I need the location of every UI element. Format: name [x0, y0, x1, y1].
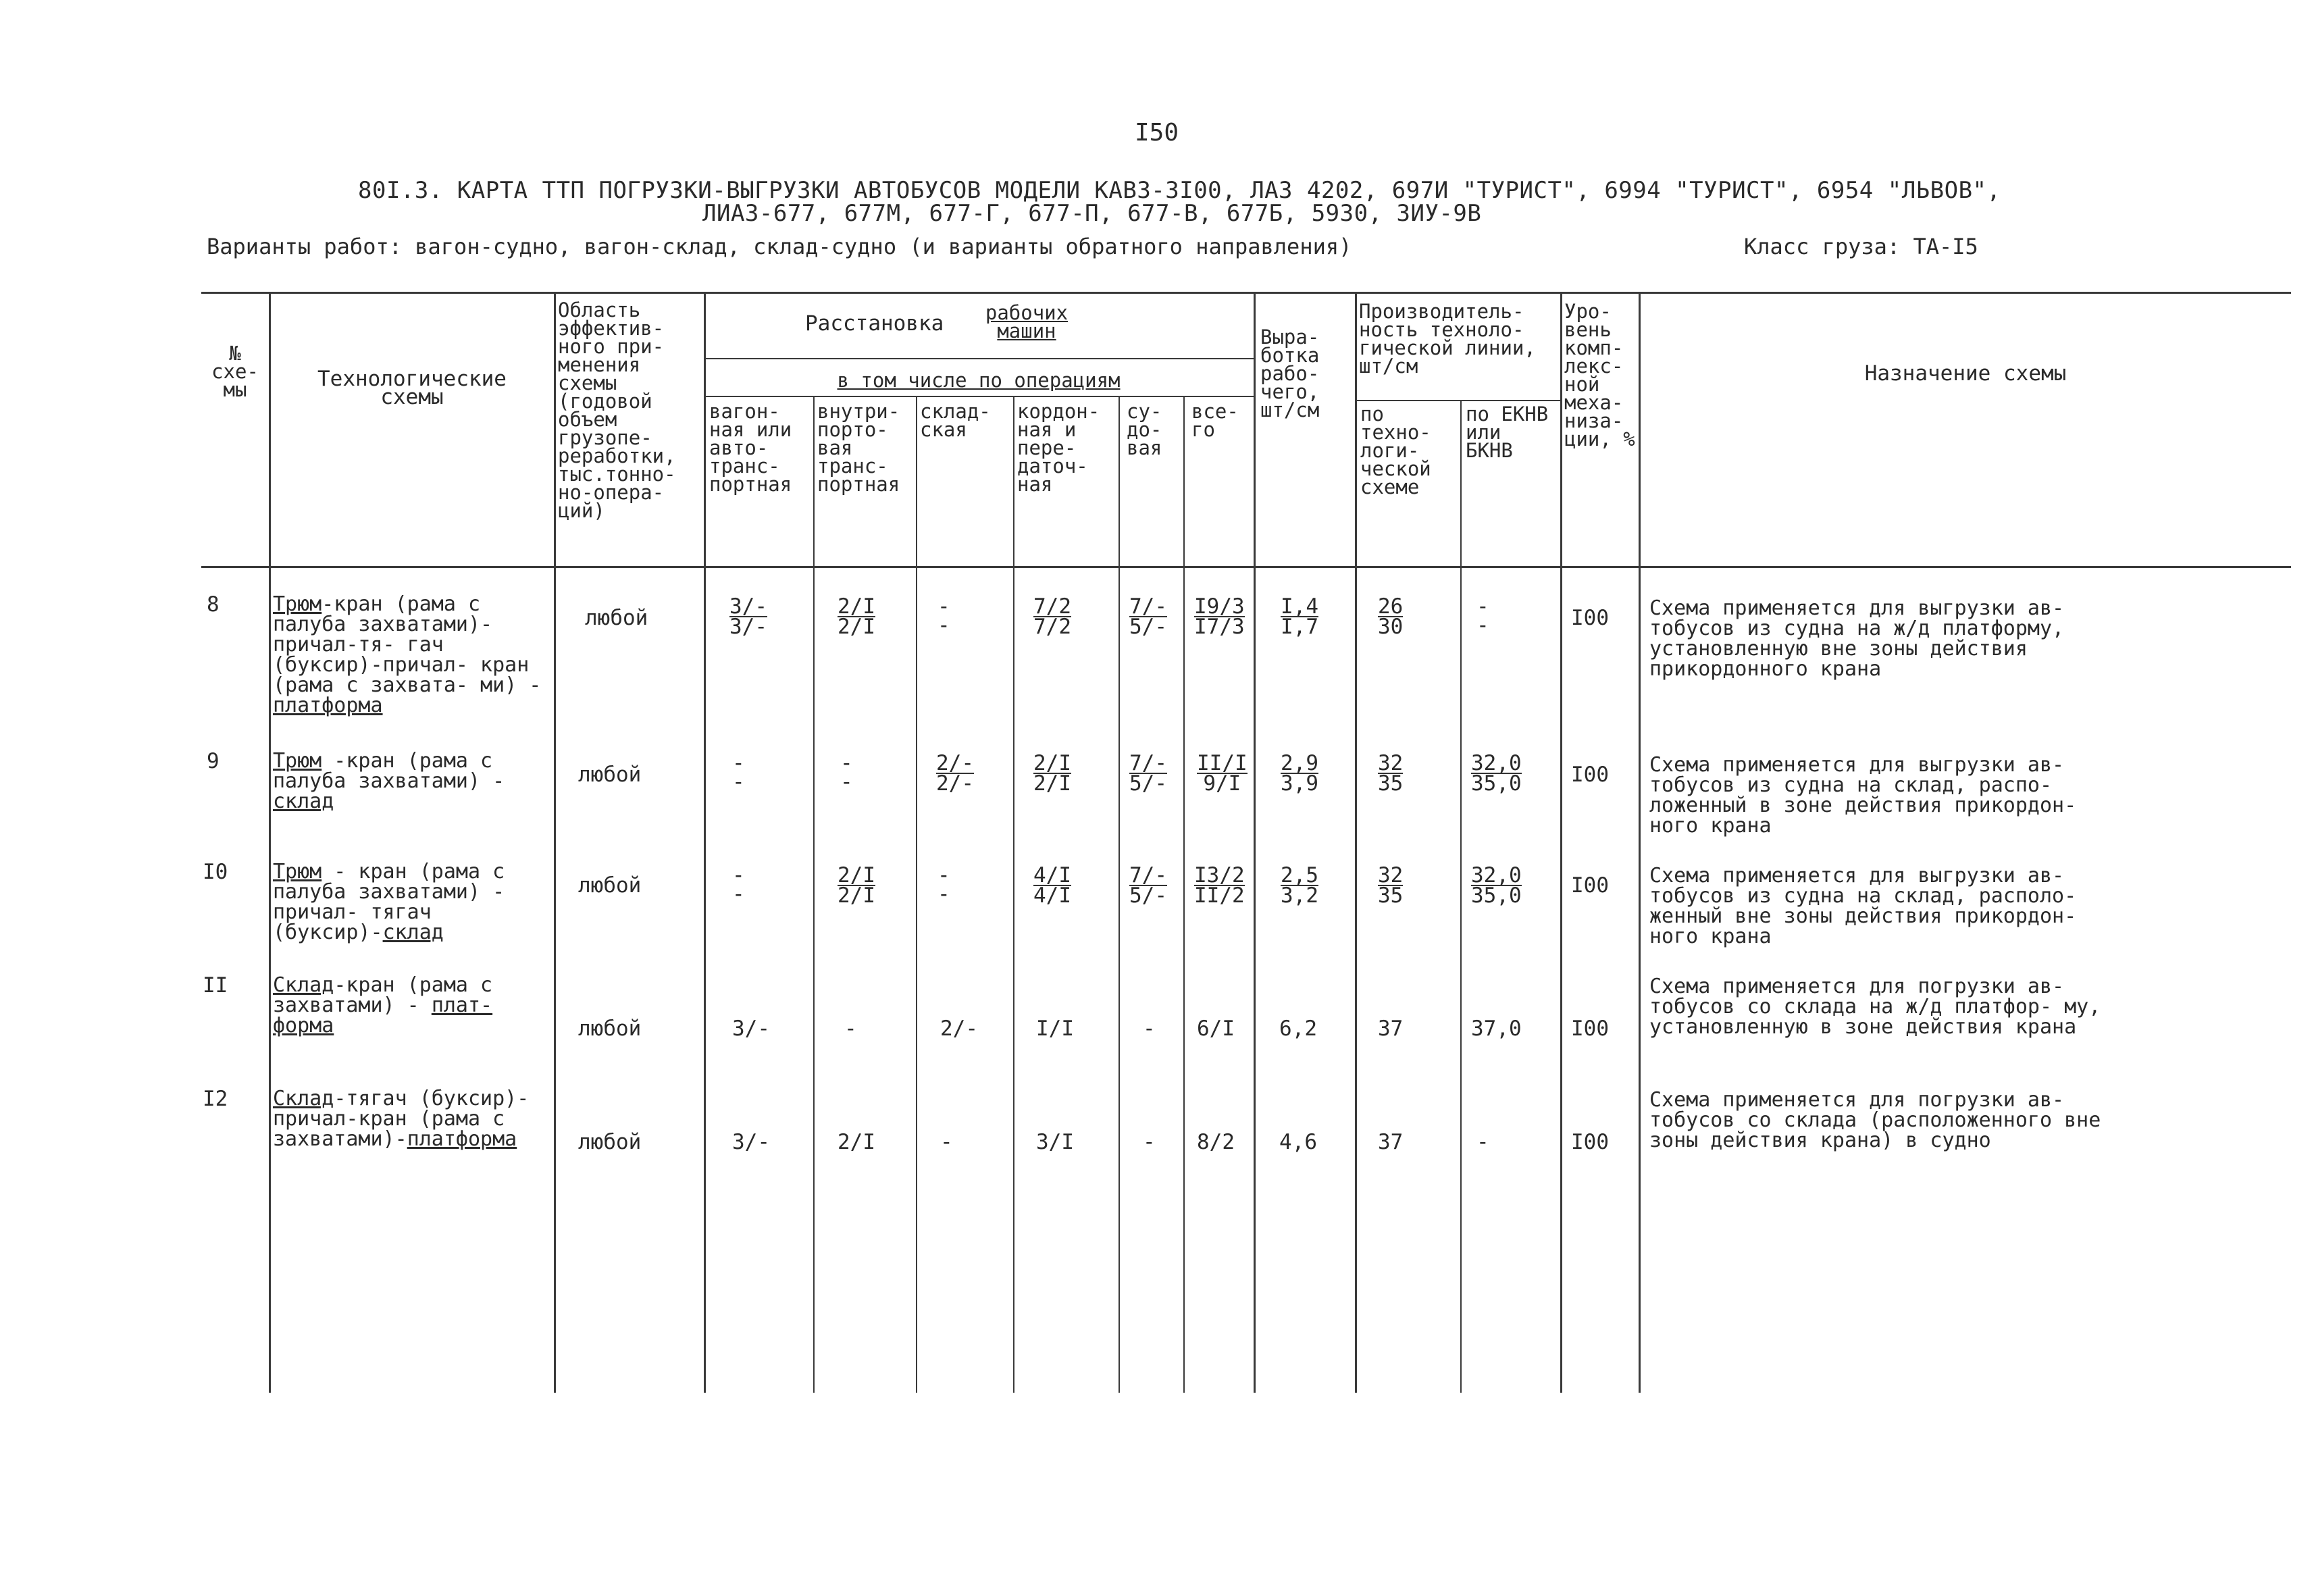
- row-ship: 7/- 5/-: [1129, 594, 1167, 639]
- header-prod-eknv: по ЕКНВ или БКНВ: [1466, 403, 1549, 462]
- row-area: любой: [578, 873, 642, 898]
- header-placement: [805, 311, 944, 336]
- page-number: I50: [1135, 119, 1179, 147]
- header-op-wagon: вагон- ная или авто- транс- портная: [709, 400, 792, 496]
- header-productivity: Производитель- ность техноло- гической линии, шт/см: [1359, 300, 1536, 378]
- row-storage: 2/- 2/-: [936, 751, 974, 796]
- header-placement-sub: [966, 301, 1087, 342]
- row-mech: I00: [1571, 1130, 1609, 1154]
- header-op-quay: кордон- ная и пере- даточ- ная: [1017, 400, 1100, 496]
- row-ship: -: [1143, 1016, 1156, 1041]
- row-storage: 2/-: [940, 1016, 978, 1041]
- row-purpose: Схема применяется для погрузки ав- тобусов со склада (расположенного вне зоны действия крана) в судно: [1649, 1088, 2101, 1152]
- row-prod-eknv: 32,0 35,0: [1471, 751, 1522, 796]
- row-intra: - -: [840, 751, 853, 794]
- cargo-class: Класс груза: ТА-I5: [1744, 234, 1978, 259]
- header-purpose: Назначение схемы: [1864, 361, 2067, 386]
- row-wagon: 3/- 3/-: [729, 594, 767, 639]
- row-wagon: - -: [732, 863, 745, 906]
- row-tech-scheme: Склад-кран (рама с захватами) - плат- форма: [273, 973, 493, 1037]
- row-total: I9/3 I7/3: [1194, 594, 1245, 639]
- row-purpose: Схема применяется для погрузки ав- тобусов со склада на ж/д платфор- му, установленную в зоне действия крана: [1649, 975, 2101, 1039]
- row-intra: 2/I: [838, 1130, 875, 1154]
- row-prod-scheme: 26 30: [1378, 594, 1404, 639]
- header-op-intra: внутри- порто- вая транс- портная: [817, 400, 900, 496]
- row-quay: 3/I: [1036, 1130, 1074, 1154]
- row-tech-scheme: Склад-тягач (буксир)- причал-кран (рама с захватами)-платформа: [273, 1087, 530, 1151]
- header-op-total: все- го: [1191, 400, 1239, 441]
- row-mech: I00: [1571, 1016, 1609, 1041]
- row-prod-eknv: 37,0: [1471, 1016, 1522, 1041]
- row-prod-scheme: 32 35: [1378, 863, 1404, 908]
- row-quay: 4/I 4/I: [1033, 863, 1071, 908]
- row-output: I,4 I,7: [1281, 594, 1318, 639]
- row-intra: -: [844, 1016, 857, 1041]
- row-area: любой: [578, 1016, 642, 1041]
- row-quay: I/I: [1036, 1016, 1074, 1041]
- row-tech-scheme: Трюм -кран (рама с палуба захватами) - склад: [273, 749, 505, 813]
- row-output: 2,5 3,2: [1281, 863, 1318, 908]
- row-prod-scheme: 37: [1378, 1016, 1404, 1041]
- row-tech-scheme: Трюм-кран (рама с палуба захватами)-причал-тя- гач (буксир)-причал- кран (рама с захвата- ми) - платформа: [273, 592, 542, 717]
- row-num: 9: [207, 749, 220, 773]
- row-quay: 7/2 7/2: [1033, 594, 1071, 639]
- row-mech: I00: [1571, 763, 1609, 787]
- row-prod-eknv: -: [1476, 1130, 1489, 1154]
- row-num: 8: [207, 592, 220, 617]
- header-output: Выра- ботка рабо- чего, шт/см: [1260, 326, 1320, 421]
- row-output: 6,2: [1279, 1016, 1317, 1041]
- row-ship: -: [1143, 1130, 1156, 1154]
- header-incl: в том числе по операциям: [837, 369, 1121, 392]
- row-num: I0: [203, 860, 228, 884]
- row-num: II: [203, 973, 228, 998]
- header-machines: рабочих машин: [985, 301, 1069, 342]
- header-mech: Уро- вень комп- лекс- ной меха- низа- ции, %: [1564, 300, 1635, 451]
- row-area: любой: [585, 606, 648, 630]
- row-output: 4,6: [1279, 1130, 1317, 1154]
- row-purpose: Схема применяется для выгрузки ав- тобусов из судна на склад, располо- женный вне зоны действия прикордон- ного крана: [1649, 864, 2077, 948]
- row-storage: - -: [937, 594, 950, 638]
- header-area: Область эффектив- ного при- менения схемы (годовой объем грузопе- реработки, тыс.тонно- но-опера- ций): [558, 299, 676, 522]
- header-tech: Технологические схемы: [317, 367, 507, 409]
- row-num: I2: [203, 1087, 228, 1111]
- header-op-storage: склад- ская: [920, 400, 991, 441]
- header-op-ship: су- до- вая: [1127, 400, 1162, 459]
- row-total: I3/2 II/2: [1194, 863, 1245, 908]
- row-total: 8/2: [1197, 1130, 1235, 1154]
- row-total: 6/I: [1197, 1016, 1235, 1041]
- row-intra: 2/I 2/I: [838, 863, 875, 908]
- row-total: II/I 9/I: [1197, 751, 1248, 796]
- row-wagon: 3/-: [732, 1130, 770, 1154]
- title-line-1: 80I.3. КАРТА ТТП ПОГРУЗКИ-ВЫГРУЗКИ АВТОБУСОВ МОДЕЛИ КАВЗ-3I00, ЛАЗ 4202, 697И "ТУРИСТ", 6994 "ТУРИСТ", 6954 "ЛЬВОВ",: [358, 177, 2001, 204]
- row-output: 2,9 3,9: [1281, 751, 1318, 796]
- row-wagon: 3/-: [732, 1016, 770, 1041]
- header-num: № схе- мы: [211, 342, 259, 401]
- row-ship: 7/- 5/-: [1129, 863, 1167, 908]
- row-mech: I00: [1571, 873, 1609, 898]
- row-tech-scheme: Трюм - кран (рама с палуба захватами) - причал- тягач (буксир)-склад: [273, 860, 505, 944]
- work-variants: Варианты работ: вагон-судно, вагон-склад, склад-судно (и варианты обратного направления): [207, 234, 1352, 259]
- row-storage: -: [940, 1130, 953, 1154]
- row-mech: I00: [1571, 606, 1609, 630]
- header-placement-label: Расстановка: [805, 311, 944, 336]
- row-prod-eknv: - -: [1476, 594, 1489, 638]
- row-storage: - -: [937, 863, 950, 906]
- row-purpose: Схема применяется для выгрузки ав- тобусов из судна на ж/д платформу, установленную вне зоны действия прикордонного крана: [1649, 596, 2065, 681]
- title-line-2: ЛИАЗ-677, 677М, 677-Г, 677-П, 677-В, 677Б, 5930, ЗИУ-9В: [702, 200, 1482, 227]
- header-prod-scheme: по техно- логи- ческой схеме: [1360, 403, 1431, 498]
- row-intra: 2/I 2/I: [838, 594, 875, 639]
- row-area: любой: [578, 763, 642, 787]
- row-prod-scheme: 37: [1378, 1130, 1404, 1154]
- row-ship: 7/- 5/-: [1129, 751, 1167, 796]
- row-purpose: Схема применяется для выгрузки ав- тобусов из судна на склад, распо- ложенный в зоне действия прикордон- ного крана: [1649, 753, 2077, 838]
- row-wagon: - -: [732, 751, 745, 794]
- row-prod-eknv: 32,0 35,0: [1471, 863, 1522, 908]
- row-quay: 2/I 2/I: [1033, 751, 1071, 796]
- row-area: любой: [578, 1130, 642, 1154]
- row-prod-scheme: 32 35: [1378, 751, 1404, 796]
